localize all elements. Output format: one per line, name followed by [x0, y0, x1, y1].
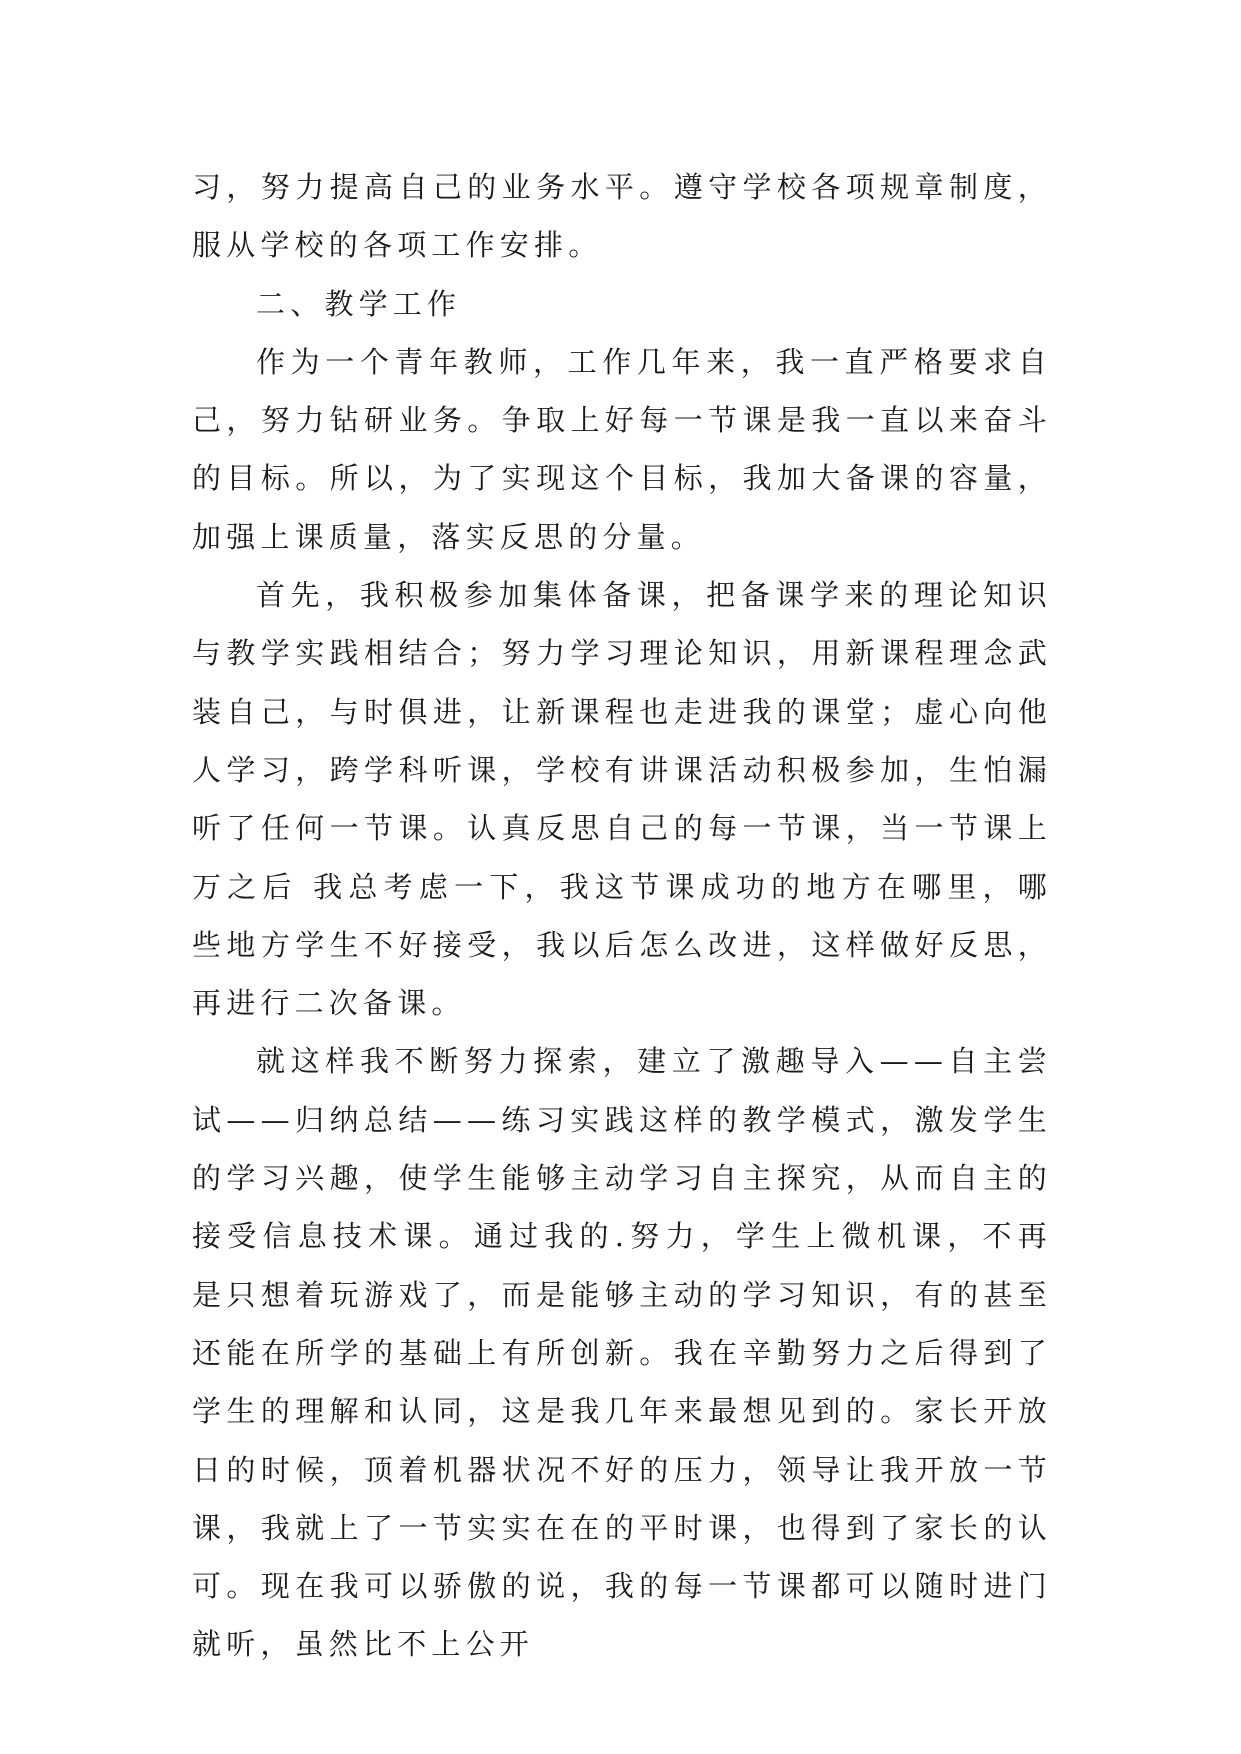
paragraph-teaching-model: 就这样我不断努力探索，建立了激趣导入——自主尝试——归纳总结——练习实践这样的教学模式，激发学生的学习兴趣，使学生能够主动学习自主探究，从而自主的接受信息技术课。通过我的.努力，学生上微机课，不再是只想着玩游戏了，而是能够主动的学习知识，有的甚至还能在所学的基础上有所创新。我在辛勤努力之后得到了学生的理解和认同，这是我几年来最想见到的。家长开放日的时候，顶着机器状况不好的压力，领导让我开放一节课，我就上了一节实实在在的平时课，也得到了家长的认可。现在我可以骄傲的说，我的每一节课都可以随时进门就听，虽然比不上公开: [192, 1044, 1052, 1662]
paragraph-lesson-preparation: 首先，我积极参加集体备课，把备课学来的理论知识与教学实践相结合；努力学习理论知识，用新课程理念武装自己，与时俱进，让新课程也走进我的课堂；虚心向他人学习，跨学科听课，学校有讲课活动积极参加，生怕漏听了任何一节课。认真反思自己的每一节课，当一节课上万之后 我总考虑一下，我这节课成功的地方在哪里，哪些地方学生不好接受，我以后怎么改进，这样做好反思，再进行二次备课。: [192, 578, 1052, 1021]
paragraph-continuation: 习，努力提高自己的业务水平。遵守学校各项规章制度，服从学校的各项工作安排。: [192, 170, 1052, 263]
section-heading-teaching-work: 二、教学工作: [256, 286, 462, 321]
document-body: [192, 158, 1052, 1674]
paragraph-young-teacher: 作为一个青年教师，工作几年来，我一直严格要求自己，努力钻研业务。争取上好每一节课是我一直以来奋斗的目标。所以，为了实现这个目标，我加大备课的容量，加强上课质量，落实反思的分量。: [192, 344, 1052, 554]
